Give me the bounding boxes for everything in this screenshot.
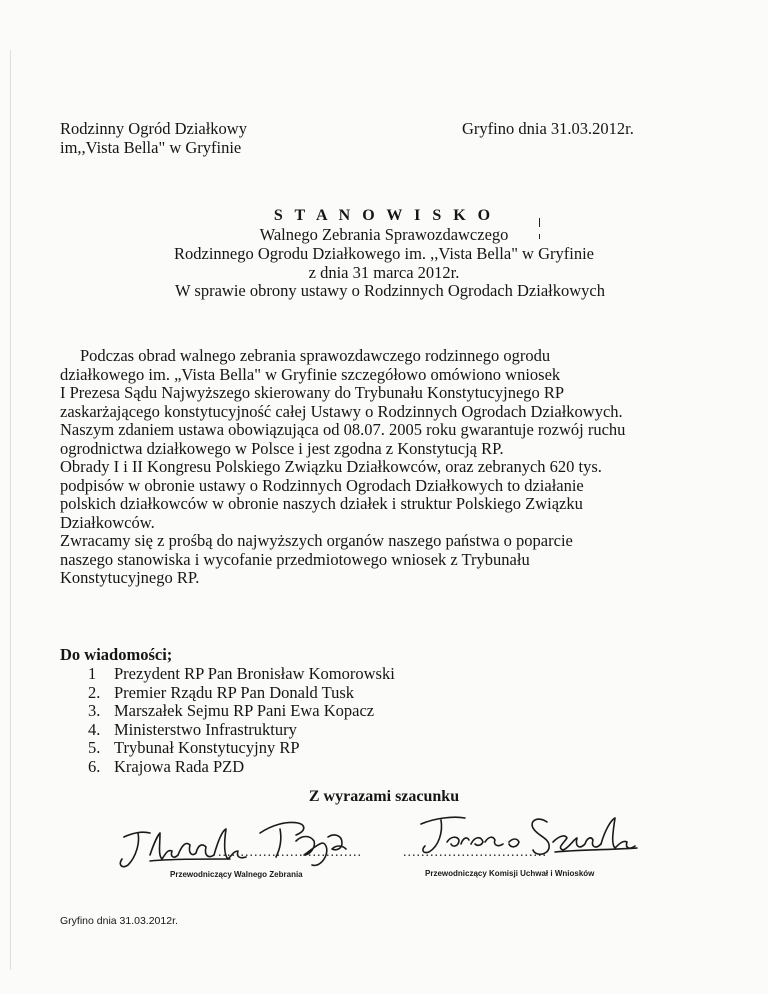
list-item (88, 702, 395, 721)
list-item-number: 3. (88, 701, 101, 720)
body-line: Obrady I i II Kongresu Polskiego Związku Działkowców, oraz zebranych 620 tys. (60, 457, 602, 476)
body-line: Podczas obrad walnego zebrania sprawozdawczego rodzinnego ogrodu (80, 346, 551, 365)
heading-line-3: z dnia 31 marca 2012r. (308, 262, 460, 282)
left-signature-role: Przewodniczący Walnego Zebrania (170, 870, 303, 879)
heading-line-2: Rodzinnego Ogrodu Działkowego im. ,,Vista Bella" w Gryfinie (174, 243, 594, 263)
list-item-text: Prezydent RP Pan Bronisław Komorowski (114, 664, 395, 683)
list-item-number: 6. (88, 756, 101, 776)
body-line: działkowego im. „Vista Bella" w Gryfinie szczegółowo omówiono wniosek (60, 364, 561, 384)
sender-block (60, 119, 247, 157)
sender-location: im,,Vista Bella" w Gryfinie (60, 138, 242, 157)
body-line: zaskarżającego konstytucyjność całej Ustawy o Rodzinnych Ogrodach Działkowych. (60, 401, 623, 421)
list-item (88, 665, 395, 684)
body-line: Zwracamy się z prośbą do najwyższych organów naszego państwa o poparcie (60, 531, 573, 550)
recipients-title: Do wiadomości; (60, 645, 173, 664)
body-paragraph (60, 347, 720, 588)
body-line: Działkowców. (60, 512, 155, 532)
list-item (88, 721, 395, 740)
list-item (88, 739, 395, 758)
document-date: Gryfino dnia 31.03.2012r. (462, 119, 634, 138)
list-item-text: Ministerstwo Infrastruktury (114, 719, 297, 739)
left-signature-line: ................................ (218, 845, 362, 860)
list-item (88, 758, 395, 777)
right-signature-line: ................................ (403, 845, 547, 860)
list-item-text: Premier Rządu RP Pan Donald Tusk (114, 682, 355, 702)
body-line: Naszym zdaniem ustawa obowiązująca od 08.07. 2005 roku gwarantuje rozwój ruchu (60, 420, 626, 439)
list-item-number: 1 (88, 664, 97, 683)
list-item (88, 684, 395, 703)
body-line: I Prezesa Sądu Najwyższego skierowany do Trybunału Konstytucyjnego RP (60, 383, 565, 402)
heading-line-1: Walnego Zebrania Sprawozdawczego (259, 225, 509, 244)
right-signature-role: Przewodniczący Komisji Uchwał i Wniosków (425, 869, 595, 878)
footer-date: Gryfino dnia 31.03.2012r. (60, 915, 178, 927)
body-line: podpisów w obronie ustawy o Rodzinnych Ogrodach Działkowych to działanie (60, 475, 584, 495)
closing-phrase: Z wyrazami szacunku (308, 788, 460, 805)
body-line: Konstytucyjnego RP. (60, 568, 200, 587)
heading-title: S T A N O W I S K O (273, 207, 495, 224)
recipients-list (88, 665, 395, 776)
list-item-number: 2. (88, 682, 101, 702)
list-item-number: 4. (88, 719, 101, 739)
sender-name: Rodzinny Ogród Działkowy (60, 119, 247, 138)
list-item-text: Krajowa Rada PZD (114, 756, 245, 776)
scan-mark (539, 234, 540, 239)
list-item-number: 5. (88, 738, 101, 757)
scan-edge-line (10, 50, 11, 970)
body-line: naszego stanowiska i wycofanie przedmiotowego wniosek z Trybunału (60, 549, 530, 569)
list-item-text: Marszałek Sejmu RP Pani Ewa Kopacz (114, 701, 375, 720)
document-heading (0, 206, 768, 301)
body-line: ogrodnictwa działkowego w Polsce i jest zgodna z Konstytucją RP. (60, 438, 504, 458)
body-line: polskich działkowców w obronie naszych działek i struktur Polskiego Związku (60, 494, 583, 513)
heading-subject: W sprawie obrony ustawy o Rodzinnych Ogrodach Działkowych (175, 281, 605, 301)
list-item-text: Trybunał Konstytucyjny RP (114, 738, 300, 757)
scan-mark (539, 218, 540, 227)
